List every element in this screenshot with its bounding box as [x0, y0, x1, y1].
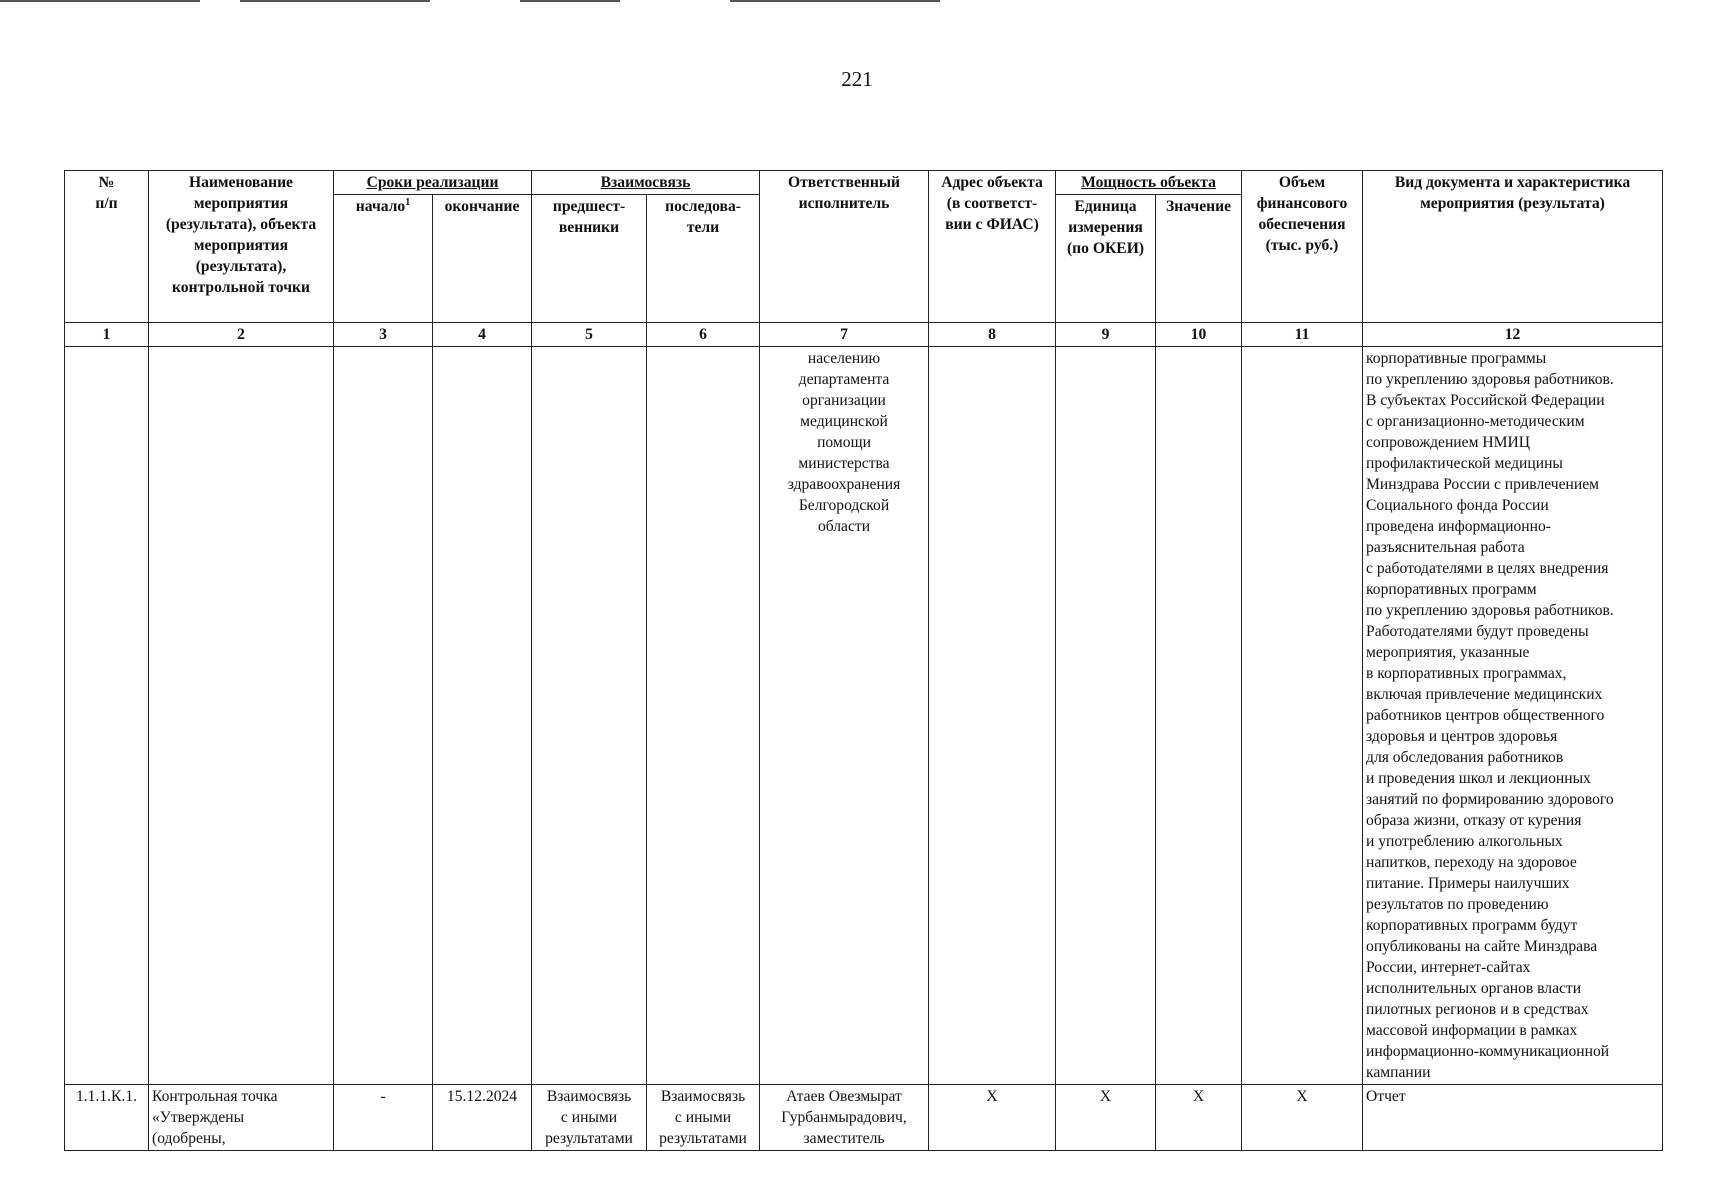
cell-value: X — [1156, 1085, 1242, 1151]
cell-predecessors: Взаимосвязь с иными результатами — [532, 1085, 647, 1151]
header-number: № п/п — [65, 171, 149, 323]
header-responsible: Ответственный исполнитель — [760, 171, 929, 323]
column-number: 6 — [647, 323, 760, 347]
cell-end: 15.12.2024 — [433, 1085, 532, 1151]
cell-successors: Взаимосвязь с иными результатами — [647, 1085, 760, 1151]
column-number: 5 — [532, 323, 647, 347]
header-terms: Сроки реализации — [334, 171, 532, 195]
header-document: Вид документа и характеристика мероприятия (результата) — [1363, 171, 1663, 323]
column-number: 8 — [929, 323, 1056, 347]
cell-start: - — [334, 1085, 433, 1151]
column-number: 12 — [1363, 323, 1663, 347]
cell-name: Контрольная точка «Утверждены (одобрены, — [149, 1085, 334, 1151]
cell-address: X — [929, 1085, 1056, 1151]
cell-finance: X — [1242, 1085, 1363, 1151]
cell-responsible: населению департамента организации медицинской помощи министерства здравоохранения Белгородской области — [760, 347, 929, 1085]
header-value: Значение — [1156, 195, 1242, 323]
scan-edge-line — [0, 0, 200, 2]
header-unit: Единица измерения (по ОКЕИ) — [1056, 195, 1156, 323]
scan-edge-line — [730, 0, 940, 2]
table-row — [65, 347, 1663, 1085]
column-number: 2 — [149, 323, 334, 347]
header-name: Наименование мероприятия (результата), объекта мероприятия (результата), контрольной точки — [149, 171, 334, 323]
cell-document: Отчет — [1363, 1085, 1663, 1151]
header-successors: последова- тели — [647, 195, 760, 323]
table-row — [65, 1085, 1663, 1151]
scan-edge-line — [520, 0, 620, 2]
scan-edge-line — [240, 0, 430, 2]
column-number: 10 — [1156, 323, 1242, 347]
column-number: 9 — [1056, 323, 1156, 347]
header-address: Адрес объекта (в соответст- вии с ФИАС) — [929, 171, 1056, 323]
cell-document: корпоративные программы по укреплению здоровья работников. В субъектах Российской Федерации с организационно-методическим сопровождением НМИЦ профилактической медицины Минздрава России с привлечением Социального фонда России проведена информационно- разъяснительная работа с работодателями в целях внедрения корпоративных программ по укреплению здоровья работников. Работодателями будут проведены мероприятия, указанные в корпоративных программах, включая привлечение медицинских работников центров общественного здоровья и центров здоровья для обследования работников и проведения школ и лекционных занятий по формированию здорового образа жизни, отказу от курения и употреблению алкогольных напитков, переходу на здоровое питание. Примеры наилучших результатов по проведению корпоративных программ будут опубликованы на сайте Минздрава России, интернет-сайтах исполнительных органов власти пилотных регионов и в средствах массовой информации в рамках информационно-коммуникационной кампании — [1363, 347, 1663, 1085]
column-number: 3 — [334, 323, 433, 347]
cell-number: 1.1.1.К.1. — [65, 1085, 149, 1151]
header-predecessors: предшест- венники — [532, 195, 647, 323]
column-number: 1 — [65, 323, 149, 347]
cell-responsible: Атаев Овезмырат Гурбанмырадович, заместитель — [760, 1085, 929, 1151]
column-number: 7 — [760, 323, 929, 347]
header-links: Взаимосвязь — [532, 171, 760, 195]
header-finance: Объем финансового обеспечения (тыс. руб.) — [1242, 171, 1363, 323]
footnote-mark: 1 — [405, 196, 411, 208]
header-capacity: Мощность объекта — [1056, 171, 1242, 195]
header-end: окончание — [433, 195, 532, 323]
column-number: 11 — [1242, 323, 1363, 347]
header-row-1 — [65, 171, 1663, 195]
page-number: 221 — [841, 67, 873, 91]
header-start: начало$^1$ — [334, 195, 433, 323]
column-number-row — [65, 323, 1663, 347]
column-number: 4 — [433, 323, 532, 347]
cell-unit: X — [1056, 1085, 1156, 1151]
activity-table — [64, 170, 1663, 1151]
